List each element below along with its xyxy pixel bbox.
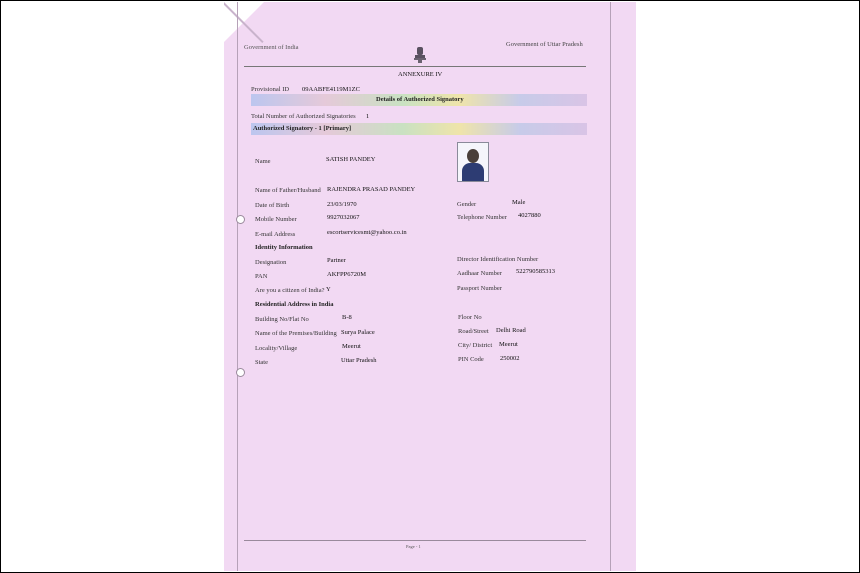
footer-rule	[244, 540, 586, 541]
signatory-photo	[457, 142, 489, 182]
name-label: Name	[255, 158, 271, 165]
page-number: Page - 1	[406, 544, 421, 549]
aadhaar-value: 522790585313	[516, 268, 555, 275]
total-signatories-value: 1	[366, 113, 370, 120]
document-page	[224, 2, 636, 571]
name-value: SATISH PANDEY	[326, 156, 376, 163]
header-left: Government of India	[244, 44, 299, 51]
header-rule	[244, 66, 586, 67]
mobile-value: 9927032067	[327, 214, 360, 221]
state-value: Uttar Pradesh	[341, 357, 377, 364]
designation-value: Partner	[327, 257, 346, 264]
aadhaar-label: Aadhaar Number	[457, 270, 502, 277]
pan-label: PAN	[255, 273, 268, 280]
photo-body	[462, 163, 484, 181]
din-label: Director Identification Number	[457, 256, 539, 263]
road-value: Delhi Road	[496, 327, 526, 334]
state-label: State	[255, 359, 268, 366]
right-margin-line	[610, 2, 611, 571]
locality-label: Locality/Village	[255, 345, 298, 352]
locality-value: Meerut	[342, 343, 361, 350]
road-label: Road/Street	[458, 328, 489, 335]
national-emblem-icon	[413, 46, 427, 64]
left-margin-line	[237, 2, 238, 571]
header-right: Government of Uttar Pradesh	[506, 41, 583, 48]
provisional-id-value: 09AABFE4119M1ZC	[302, 86, 360, 93]
city-value: Meerut	[499, 341, 518, 348]
citizen-value: Y	[326, 286, 331, 293]
building-label: Building No/Flat No	[255, 316, 309, 323]
passport-label: Passport Number	[457, 285, 502, 292]
father-label: Name of Father/Husband	[255, 187, 321, 194]
identity-heading: Identity Information	[255, 244, 313, 251]
annexure-title: ANNEXURE IV	[398, 71, 443, 78]
mobile-label: Mobile Number	[255, 216, 297, 223]
provisional-id-label: Provisional ID	[251, 86, 290, 93]
premises-value: Surya Palace	[341, 329, 375, 336]
pin-value: 250002	[500, 355, 520, 362]
citizen-label: Are you a citizen of India?	[255, 287, 325, 294]
punch-hole-bottom	[236, 368, 245, 377]
father-value: RAJENDRA PRASAD PANDEY	[327, 186, 416, 193]
telephone-value: 4027880	[518, 212, 541, 219]
address-heading: Residential Address in India	[255, 301, 334, 308]
dob-value: 23/03/1970	[327, 201, 357, 208]
city-label: City/ District	[458, 342, 493, 349]
telephone-label: Telephone Number	[457, 214, 507, 221]
email-label: E-mail Address	[255, 231, 296, 238]
pan-value: AKFPP6720M	[327, 271, 367, 278]
signatory-heading: Authorized Signatory - 1 [Primary]	[253, 125, 352, 132]
gender-value: Male	[512, 199, 526, 206]
gender-label: Gender	[457, 201, 477, 208]
photo-head	[467, 149, 479, 163]
dob-label: Date of Birth	[255, 202, 290, 209]
designation-label: Designation	[255, 259, 287, 266]
floor-label: Floor No	[458, 314, 482, 321]
email-value: escortservicesmt@yahoo.co.in	[327, 229, 407, 236]
pin-label: PIN Code	[458, 356, 484, 363]
building-value: B-8	[342, 314, 352, 321]
total-signatories-label: Total Number of Authorized Signatories	[251, 113, 356, 120]
punch-hole-top	[236, 215, 245, 224]
premises-label: Name of the Premises/Building	[255, 330, 337, 337]
section-title: Details of Authorized Signatory	[376, 96, 464, 103]
